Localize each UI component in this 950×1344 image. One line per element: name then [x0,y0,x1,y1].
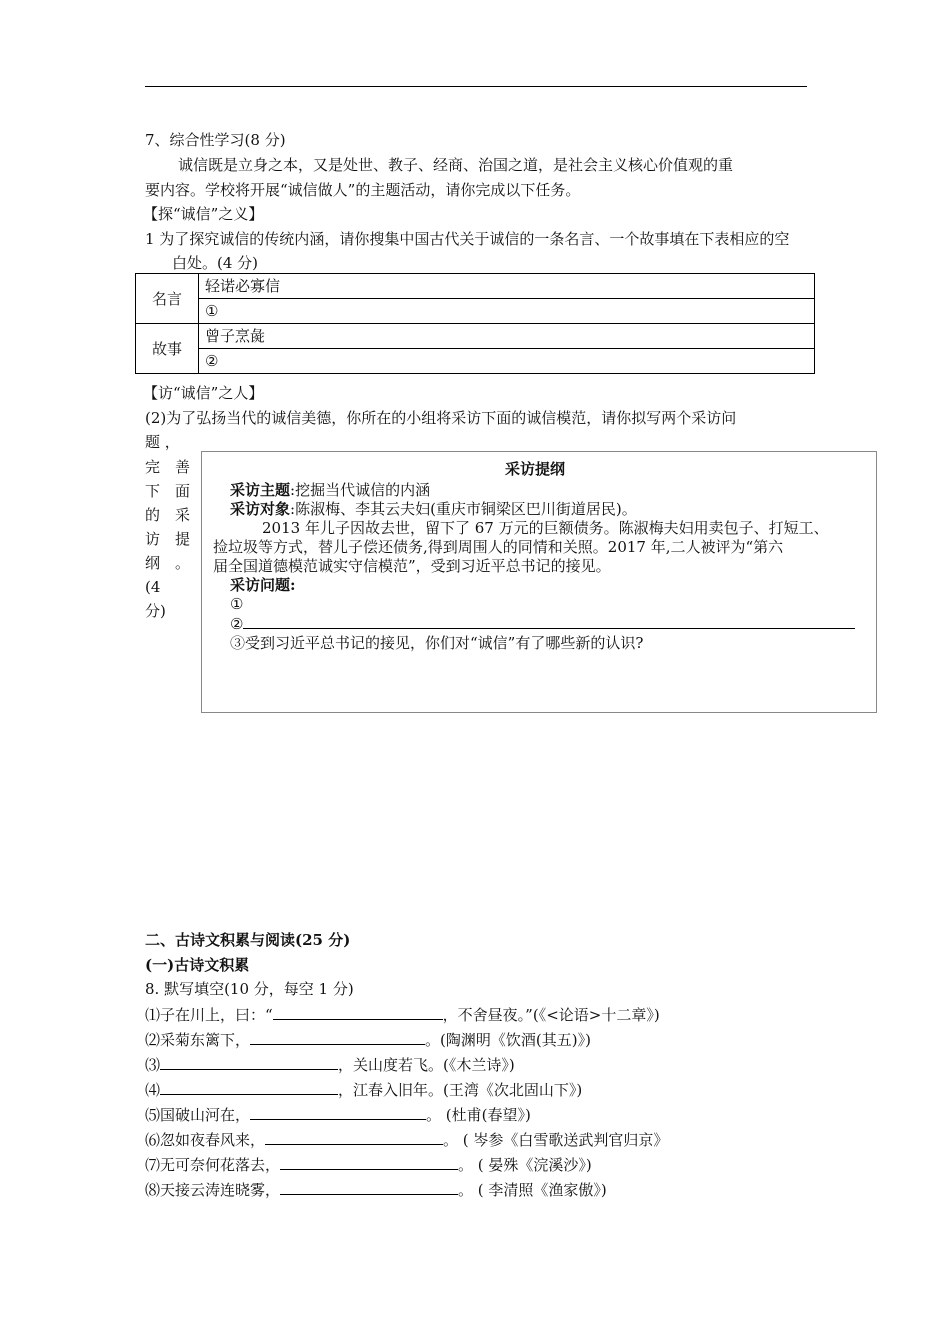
question-2[interactable] [230,613,855,634]
item-prefix: ⑷ [145,1081,161,1099]
task2-line2: 题 ， [145,433,180,451]
q7-intro-line2: 要内容。学校将开展“诚信做人”的主题活动，请你完成以下任务。 [145,181,581,199]
section1-title: 【探“诚信”之义】 [143,205,264,223]
item-suffix: 。 ( 李清照《渔家傲》) [458,1181,607,1199]
item-suffix: 。 (杜甫(春望》) [426,1106,531,1124]
part2-subheading: (一)古诗文积累 [145,956,250,974]
outline-theme [230,480,430,500]
theme-label: 采访主题 [230,481,291,499]
story-line2: 捡垃圾等方式，替儿子偿还债务,得到周围人的同情和关照。2017 年,二人被评为“第六 [213,538,784,556]
answer-blank[interactable] [160,1079,338,1095]
table-cell: 轻诺必寡信 [199,274,815,299]
side-line: 访 提 [145,530,191,548]
task1-line1: 1 为了探究诚信的传统内涵，请你搜集中国古代关于诚信的一条名言、一个故事填在下表相应的空 [145,230,790,248]
table-cell: 曾子烹彘 [199,324,815,349]
poem-item [145,1029,591,1050]
part2-heading: 二、古诗文积累与阅读(25 分) [145,931,351,949]
target-value: :陈淑梅、李其云夫妇(重庆市铜梁区巴川街道居民)。 [290,500,637,518]
item-suffix: ，不舍昼夜。”(《<论语>十二章》) [442,1006,660,1024]
category-cell: 名言 [136,274,199,324]
item-suffix: 。(陶渊明《饮酒(其五)》) [425,1031,591,1049]
poem-item [145,1154,592,1175]
table-row [136,274,815,299]
item-suffix: ，江春入旧年。(王湾《次北固山下》) [338,1081,583,1099]
poem-item [145,1054,515,1075]
item-prefix: ⑵采菊东篱下， [145,1031,251,1049]
answer-blank[interactable] [273,1004,443,1020]
side-line: 纲 。 [145,554,191,572]
side-line: (4 [145,578,161,596]
q7-intro-line1: 诚信既是立身之本，又是处世、教子、经商、治国之道，是社会主义核心价值观的重 [178,156,734,174]
table-row [136,324,815,349]
answer-blank[interactable] [160,1054,338,1070]
theme-value: :挖掘当代诚信的内涵 [290,481,431,499]
category-cell: 故事 [136,324,199,374]
answer-blank[interactable] [265,1129,443,1145]
poem-item [145,1129,668,1150]
q7-heading: 7、综合性学习(8 分) [145,131,286,149]
item-prefix: ⑻天接云涛连晓雾， [145,1181,281,1199]
header-rule [145,86,807,87]
target-label: 采访对象 [230,500,291,518]
item-prefix: ⑶ [145,1056,161,1074]
answer-blank[interactable] [250,1029,425,1045]
story-line1: 2013 年儿子因故去世，留下了 67 万元的巨额债务。陈淑梅夫妇用卖包子、打短工、 [262,519,829,537]
answer-blank[interactable] [280,1154,458,1170]
task2-line1: (2)为了弘扬当代的诚信美德，你所在的小组将采访下面的诚信模范，请你拟写两个采访问 [145,409,737,427]
answer-cell-1[interactable]: ① [199,299,815,324]
fill-table [135,273,815,374]
answer-blank[interactable] [243,613,855,629]
poem-item [145,1179,607,1200]
task1-line2: 白处。(4 分) [172,254,259,272]
item-suffix: 。 ( 晏殊《浣溪沙》) [458,1156,592,1174]
outline-title: 采访提纲 [505,460,566,478]
poem-item [145,1004,660,1025]
side-line: 分) [145,602,166,620]
section2-title: 【访“诚信”之人】 [143,384,264,402]
outline-target [230,499,637,519]
questions-label: 采访问题: [230,576,296,594]
side-line: 下 面 [145,482,191,500]
item-suffix: 。 ( 岑参《白雪歌送武判官归京》 [443,1131,669,1149]
item-prefix: ⑸国破山河在， [145,1106,251,1124]
table-row [136,349,815,374]
story-line3: 届全国道德模范诚实守信模范”，受到习近平总书记的接见。 [213,557,611,575]
item-suffix: ，关山度若飞。(《木兰诗》) [338,1056,515,1074]
item-prefix: ⑺无可奈何花落去， [145,1156,281,1174]
side-line: 的 采 [145,506,191,524]
side-text [145,455,190,623]
item-prefix: ⑹忽如夜春风来， [145,1131,266,1149]
item-prefix: ⑴子在川上，曰：“ [145,1006,273,1024]
question-3: ③受到习近平总书记的接见，你们对“诚信”有了哪些新的认识? [230,634,644,652]
side-line: 完 善 [145,458,191,476]
answer-cell-2[interactable]: ② [199,349,815,374]
poem-item [145,1079,582,1100]
answer-blank[interactable] [250,1104,426,1120]
answer-blank[interactable] [280,1179,458,1195]
question-1[interactable]: ① [230,595,244,613]
question-2-number: ② [230,615,244,633]
poem-item [145,1104,531,1125]
q8-heading: 8. 默写填空(10 分，每空 1 分) [145,980,354,998]
table-row [136,299,815,324]
